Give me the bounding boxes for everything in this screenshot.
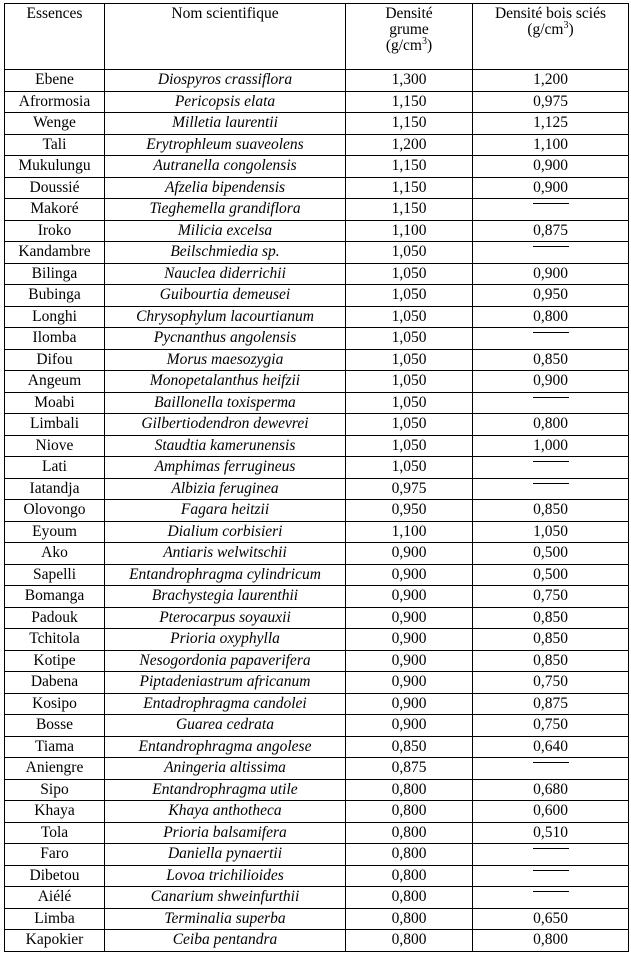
table-row <box>5 500 629 522</box>
cell-essence: Niove <box>5 435 105 457</box>
table-row <box>5 70 629 92</box>
cell-essence: Makoré <box>5 199 105 221</box>
cell-essence: Bubinga <box>5 285 105 307</box>
header-scies-unit <box>527 21 573 38</box>
cell-densite-grume: 1,150 <box>346 91 473 113</box>
cell-densite-scies: 0,800 <box>473 930 629 952</box>
no-value-dash <box>533 762 569 763</box>
no-value-dash <box>533 891 569 892</box>
cell-nom-scientifique: Brachystegia laurenthii <box>105 586 346 608</box>
cell-densite-grume: 0,800 <box>346 887 473 909</box>
cell-nom-scientifique: Pericopsis elata <box>105 91 346 113</box>
cell-nom-scientifique: Amphimas ferrugineus <box>105 457 346 479</box>
header-essences <box>5 4 105 70</box>
table-row <box>5 113 629 135</box>
cell-nom-scientifique: Baillonella toxisperma <box>105 392 346 414</box>
cell-nom-scientifique: Milicia excelsa <box>105 220 346 242</box>
cell-densite-grume: 1,050 <box>346 349 473 371</box>
cell-nom-scientifique: Daniella pynaertii <box>105 844 346 866</box>
cell-essence: Padouk <box>5 607 105 629</box>
cell-essence: Afrormosia <box>5 91 105 113</box>
cell-nom-scientifique: Entadrophragma candolei <box>105 693 346 715</box>
cell-densite-scies: 0,900 <box>473 263 629 285</box>
cell-densite-scies <box>473 457 629 479</box>
cell-densite-scies: 0,650 <box>473 908 629 930</box>
cell-densite-scies: 0,800 <box>473 414 629 436</box>
cell-densite-scies: 0,510 <box>473 822 629 844</box>
cell-nom-scientifique: Pycnanthus angolensis <box>105 328 346 350</box>
header-nom-scientifique <box>105 4 346 70</box>
cell-essence: Doussié <box>5 177 105 199</box>
cell-densite-scies: 0,800 <box>473 306 629 328</box>
cell-densite-scies: 0,900 <box>473 371 629 393</box>
cell-densite-grume: 0,800 <box>346 801 473 823</box>
cell-nom-scientifique: Prioria oxyphylla <box>105 629 346 651</box>
cell-densite-grume: 1,100 <box>346 220 473 242</box>
cell-nom-scientifique: Entandrophragma cylindricum <box>105 564 346 586</box>
cell-nom-scientifique: Albizia feruginea <box>105 478 346 500</box>
table-row <box>5 328 629 350</box>
cell-essence: Olovongo <box>5 500 105 522</box>
cell-nom-scientifique: Monopetalanthus heifzii <box>105 371 346 393</box>
cell-nom-scientifique: Milletia laurentii <box>105 113 346 135</box>
cell-essence: Tola <box>5 822 105 844</box>
table-row <box>5 177 629 199</box>
cell-essence: Ilomba <box>5 328 105 350</box>
cell-nom-scientifique: Aningeria altissima <box>105 758 346 780</box>
table-row <box>5 758 629 780</box>
cell-densite-scies: 0,500 <box>473 564 629 586</box>
cell-densite-grume: 0,950 <box>346 500 473 522</box>
cell-nom-scientifique: Entandrophragma utile <box>105 779 346 801</box>
cell-nom-scientifique: Gilbertiodendron dewevrei <box>105 414 346 436</box>
cell-nom-scientifique: Diospyros crassiflora <box>105 70 346 92</box>
table-row <box>5 715 629 737</box>
cell-essence: Ako <box>5 543 105 565</box>
header-essences-label: Essences <box>26 5 83 22</box>
cell-nom-scientifique: Nauclea diderrichii <box>105 263 346 285</box>
cell-essence: Bosse <box>5 715 105 737</box>
cell-essence: Tchitola <box>5 629 105 651</box>
cell-essence: Limbali <box>5 414 105 436</box>
cell-essence: Difou <box>5 349 105 371</box>
cell-densite-grume: 0,900 <box>346 629 473 651</box>
cell-densite-scies <box>473 865 629 887</box>
table-row <box>5 693 629 715</box>
cell-densite-grume: 0,800 <box>346 930 473 952</box>
header-grume-line2: grume <box>389 21 429 38</box>
cell-essence: Bomanga <box>5 586 105 608</box>
cell-nom-scientifique: Ceiba pentandra <box>105 930 346 952</box>
cell-densite-scies <box>473 242 629 264</box>
no-value-dash <box>533 483 569 484</box>
cell-essence: Mukulungu <box>5 156 105 178</box>
table-row <box>5 887 629 909</box>
header-scies-line1: Densité bois sciés <box>494 5 607 22</box>
cell-nom-scientifique: Guibourtia demeusei <box>105 285 346 307</box>
cell-densite-grume: 0,800 <box>346 822 473 844</box>
cell-essence: Tiama <box>5 736 105 758</box>
table-row <box>5 521 629 543</box>
table-row <box>5 91 629 113</box>
cell-essence: Faro <box>5 844 105 866</box>
cell-densite-grume: 0,975 <box>346 478 473 500</box>
table-body <box>5 70 629 952</box>
cell-essence: Bilinga <box>5 263 105 285</box>
no-value-dash <box>533 203 569 204</box>
table-row <box>5 801 629 823</box>
cell-densite-grume: 1,200 <box>346 134 473 156</box>
cell-nom-scientifique: Khaya anthotheca <box>105 801 346 823</box>
cell-densite-scies: 0,750 <box>473 672 629 694</box>
cell-densite-scies: 0,900 <box>473 177 629 199</box>
header-densite-grume <box>346 4 473 70</box>
cell-densite-grume: 1,050 <box>346 435 473 457</box>
cell-densite-scies: 0,900 <box>473 156 629 178</box>
cell-nom-scientifique: Tieghemella grandiflora <box>105 199 346 221</box>
cell-densite-scies: 0,500 <box>473 543 629 565</box>
cell-densite-grume: 0,900 <box>346 693 473 715</box>
cell-densite-grume: 0,900 <box>346 607 473 629</box>
cell-essence: Iatandja <box>5 478 105 500</box>
no-value-dash <box>533 246 569 247</box>
cell-nom-scientifique: Beilschmiedia sp. <box>105 242 346 264</box>
cell-densite-grume: 0,800 <box>346 908 473 930</box>
cell-densite-grume: 1,150 <box>346 177 473 199</box>
cell-nom-scientifique: Lovoa trichilioides <box>105 865 346 887</box>
cell-essence: Longhi <box>5 306 105 328</box>
cell-essence: Sipo <box>5 779 105 801</box>
grume-unit-pre: (g/cm <box>385 37 422 54</box>
cell-densite-scies: 0,875 <box>473 693 629 715</box>
cell-densite-scies: 0,850 <box>473 650 629 672</box>
cell-nom-scientifique: Entandrophragma angolese <box>105 736 346 758</box>
cell-densite-scies: 0,850 <box>473 500 629 522</box>
cell-essence: Kapokier <box>5 930 105 952</box>
cell-densite-grume: 1,300 <box>346 70 473 92</box>
cell-densite-grume: 1,050 <box>346 328 473 350</box>
cell-nom-scientifique: Fagara heitzii <box>105 500 346 522</box>
header-grume-unit <box>386 37 432 54</box>
scies-unit-pre: (g/cm <box>527 21 564 38</box>
no-value-dash <box>533 397 569 398</box>
table-row <box>5 564 629 586</box>
cell-nom-scientifique: Chrysophylum lacourtianum <box>105 306 346 328</box>
table-row <box>5 930 629 952</box>
cell-nom-scientifique: Morus maesozygia <box>105 349 346 371</box>
table-row <box>5 908 629 930</box>
cell-nom-scientifique: Antiaris welwitschii <box>105 543 346 565</box>
cell-densite-scies: 0,680 <box>473 779 629 801</box>
cell-nom-scientifique: Terminalia superba <box>105 908 346 930</box>
cell-densite-grume: 1,050 <box>346 414 473 436</box>
cell-essence: Moabi <box>5 392 105 414</box>
cell-densite-scies: 0,850 <box>473 349 629 371</box>
cell-densite-grume: 1,150 <box>346 156 473 178</box>
cell-densite-grume: 1,050 <box>346 457 473 479</box>
cell-densite-scies: 0,600 <box>473 801 629 823</box>
cell-nom-scientifique: Pterocarpus soyauxii <box>105 607 346 629</box>
cell-essence: Dibetou <box>5 865 105 887</box>
cell-densite-grume: 0,900 <box>346 715 473 737</box>
cell-densite-grume: 0,850 <box>346 736 473 758</box>
cell-nom-scientifique: Dialium corbisieri <box>105 521 346 543</box>
cell-densite-scies <box>473 844 629 866</box>
cell-densite-scies: 0,975 <box>473 91 629 113</box>
cell-densite-scies: 1,000 <box>473 435 629 457</box>
table-row <box>5 779 629 801</box>
grume-unit-post: ) <box>426 37 433 54</box>
cell-nom-scientifique: Erytrophleum suaveolens <box>105 134 346 156</box>
wood-density-table <box>4 3 629 952</box>
scies-unit-post: ) <box>568 21 574 38</box>
cell-nom-scientifique: Piptadeniastrum africanum <box>105 672 346 694</box>
cell-nom-scientifique: Afzelia bipendensis <box>105 177 346 199</box>
cell-densite-scies <box>473 758 629 780</box>
cell-densite-grume: 1,100 <box>346 521 473 543</box>
table-row <box>5 306 629 328</box>
table-row <box>5 199 629 221</box>
header-grume-line1: Densité <box>385 5 433 22</box>
table-row <box>5 478 629 500</box>
grume-unit-sup: 3 <box>421 35 427 47</box>
cell-essence: Ebene <box>5 70 105 92</box>
cell-densite-grume: 1,050 <box>346 392 473 414</box>
cell-densite-scies <box>473 328 629 350</box>
cell-densite-grume: 0,800 <box>346 779 473 801</box>
cell-densite-grume: 0,800 <box>346 865 473 887</box>
table-row <box>5 844 629 866</box>
table-row <box>5 242 629 264</box>
cell-densite-grume: 1,050 <box>346 371 473 393</box>
cell-densite-scies: 1,100 <box>473 134 629 156</box>
cell-essence: Kosipo <box>5 693 105 715</box>
cell-densite-grume: 1,150 <box>346 113 473 135</box>
cell-densite-scies: 1,050 <box>473 521 629 543</box>
cell-densite-scies: 0,750 <box>473 586 629 608</box>
table-row <box>5 134 629 156</box>
cell-essence: Eyoum <box>5 521 105 543</box>
table-row <box>5 414 629 436</box>
table-row <box>5 607 629 629</box>
cell-densite-grume: 0,900 <box>346 672 473 694</box>
cell-essence: Angeum <box>5 371 105 393</box>
cell-essence: Tali <box>5 134 105 156</box>
cell-nom-scientifique: Guarea cedrata <box>105 715 346 737</box>
cell-densite-grume: 0,900 <box>346 586 473 608</box>
no-value-dash <box>533 848 569 849</box>
cell-essence: Iroko <box>5 220 105 242</box>
table-row <box>5 865 629 887</box>
cell-densite-scies <box>473 199 629 221</box>
cell-densite-grume: 0,875 <box>346 758 473 780</box>
cell-nom-scientifique: Staudtia kamerunensis <box>105 435 346 457</box>
cell-nom-scientifique: Prioria balsamifera <box>105 822 346 844</box>
cell-densite-grume: 0,800 <box>346 844 473 866</box>
cell-densite-scies <box>473 392 629 414</box>
cell-essence: Lati <box>5 457 105 479</box>
header-row <box>5 4 629 70</box>
cell-densite-grume: 1,050 <box>346 285 473 307</box>
table-row <box>5 349 629 371</box>
table-row <box>5 263 629 285</box>
table-row <box>5 435 629 457</box>
header-densite-bois-scies <box>473 4 629 70</box>
cell-essence: Limba <box>5 908 105 930</box>
cell-essence: Khaya <box>5 801 105 823</box>
cell-essence: Dabena <box>5 672 105 694</box>
no-value-dash <box>533 870 569 871</box>
cell-densite-grume: 1,050 <box>346 306 473 328</box>
cell-densite-scies: 0,950 <box>473 285 629 307</box>
scies-unit-sup: 3 <box>563 19 569 31</box>
table-row <box>5 220 629 242</box>
table-row <box>5 543 629 565</box>
cell-nom-scientifique: Autranella congolensis <box>105 156 346 178</box>
cell-essence: Aniengre <box>5 758 105 780</box>
table-row <box>5 822 629 844</box>
cell-densite-scies: 0,750 <box>473 715 629 737</box>
cell-densite-grume: 1,050 <box>346 263 473 285</box>
cell-densite-scies <box>473 478 629 500</box>
no-value-dash <box>533 332 569 333</box>
cell-densite-scies: 0,640 <box>473 736 629 758</box>
cell-essence: Kandambre <box>5 242 105 264</box>
cell-essence: Aiélé <box>5 887 105 909</box>
table-row <box>5 371 629 393</box>
table-row <box>5 650 629 672</box>
cell-nom-scientifique: Nesogordonia papaverifera <box>105 650 346 672</box>
cell-densite-scies: 1,125 <box>473 113 629 135</box>
table-row <box>5 156 629 178</box>
cell-densite-scies: 1,200 <box>473 70 629 92</box>
table-row <box>5 586 629 608</box>
cell-nom-scientifique: Canarium shweinfurthii <box>105 887 346 909</box>
cell-densite-grume: 1,050 <box>346 242 473 264</box>
table-row <box>5 285 629 307</box>
cell-densite-scies: 0,850 <box>473 629 629 651</box>
no-value-dash <box>533 461 569 462</box>
table-row <box>5 672 629 694</box>
cell-densite-grume: 0,900 <box>346 650 473 672</box>
cell-essence: Wenge <box>5 113 105 135</box>
cell-densite-grume: 0,900 <box>346 543 473 565</box>
cell-densite-grume: 1,150 <box>346 199 473 221</box>
cell-essence: Sapelli <box>5 564 105 586</box>
header-nom-label: Nom scientifique <box>171 5 279 22</box>
cell-densite-scies: 0,850 <box>473 607 629 629</box>
cell-densite-scies <box>473 887 629 909</box>
cell-essence: Kotipe <box>5 650 105 672</box>
cell-densite-grume: 0,900 <box>346 564 473 586</box>
table-row <box>5 457 629 479</box>
table-row <box>5 736 629 758</box>
table-row <box>5 392 629 414</box>
cell-densite-scies: 0,875 <box>473 220 629 242</box>
table-row <box>5 629 629 651</box>
